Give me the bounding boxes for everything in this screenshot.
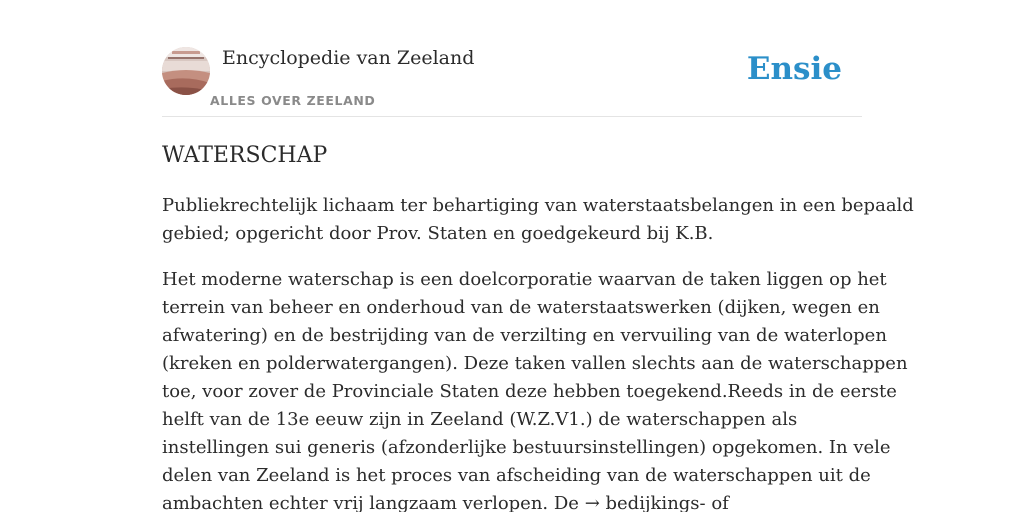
article-paragraph-1 xyxy=(162,192,914,248)
ensie-brand-logo[interactable]: Ensie xyxy=(746,51,842,87)
article-title: WATERSCHAP xyxy=(162,143,328,168)
paragraph-line: Publiekrechtelijk lichaam ter behartiging van waterstaatsbelangen in een bepaald xyxy=(162,195,914,216)
paragraph-line: gebied; opgericht door Prov. Staten en goedgekeurd bij K.B. xyxy=(162,223,714,244)
site-subtitle: ALLES OVER ZEELAND xyxy=(210,93,376,108)
site-title[interactable]: Encyclopedie van Zeeland xyxy=(222,47,475,69)
article-paragraph-2 xyxy=(162,266,908,512)
paragraph-line: terrein van beheer en onderhoud van de waterstaatswerken (dijken, wegen en xyxy=(162,297,880,318)
paragraph-line: afwatering) en de bestrijding van de verzilting en vervuiling van de waterlopen xyxy=(162,325,887,346)
crossref-link-bedijkings[interactable]: → bedijkings- of xyxy=(584,493,729,512)
paragraph-line: instellingen sui generis (afzonderlijke bestuursinstellingen) opgekomen. In vele xyxy=(162,437,891,458)
paragraph-line: delen van Zeeland is het proces van afscheiding van de waterschappen uit de xyxy=(162,465,871,486)
paragraph-text: ambachten echter vrij langzaam verlopen. De xyxy=(162,493,585,512)
site-header xyxy=(162,0,862,117)
content-container xyxy=(162,0,914,512)
site-logo-avatar[interactable] xyxy=(162,47,210,95)
paragraph-line: toe, voor zover de Provinciale Staten deze hebben toegekend.Reeds in de eerste xyxy=(162,381,897,402)
paragraph-line-last xyxy=(162,490,862,512)
paragraph-line: Het moderne waterschap is een doelcorporatie waarvan de taken liggen op het xyxy=(162,269,887,290)
paragraph-line: (kreken en polderwatergangen). Deze taken vallen slechts aan de waterschappen xyxy=(162,353,908,374)
site-logo-image xyxy=(162,47,210,95)
paragraph-line: helft van de 13e eeuw zijn in Zeeland (W.Z.V1.) de waterschappen als xyxy=(162,409,798,430)
